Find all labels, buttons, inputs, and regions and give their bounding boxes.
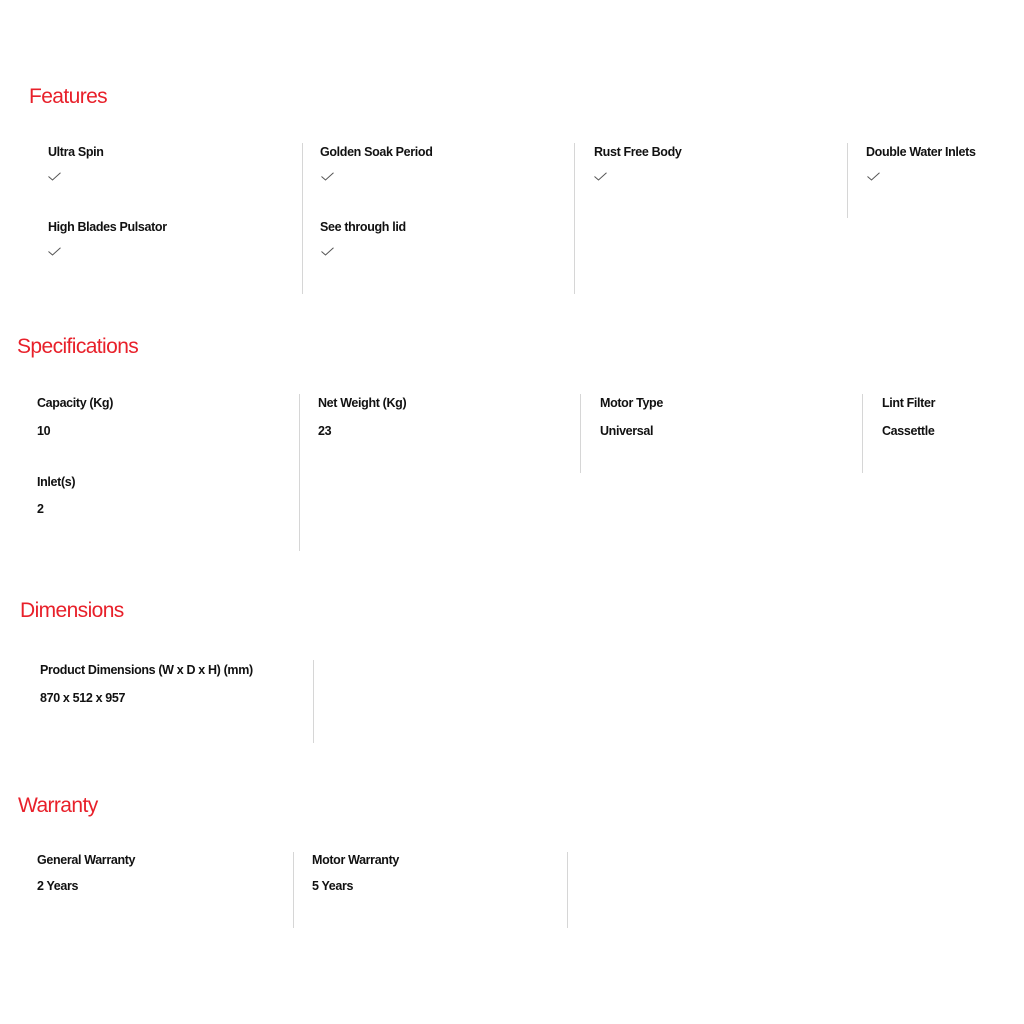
spec-label: Inlet(s)	[37, 475, 76, 489]
spec-value: 2	[37, 502, 44, 516]
spec-value: Universal	[600, 424, 654, 438]
feature-label: Rust Free Body	[594, 145, 682, 159]
feature-label: High Blades Pulsator	[48, 220, 167, 234]
column-divider	[302, 143, 303, 294]
column-divider	[299, 394, 300, 551]
features-heading: Features	[29, 85, 108, 108]
spec-label: Net Weight (Kg)	[318, 396, 407, 410]
column-divider	[847, 143, 848, 218]
check-icon	[867, 172, 880, 181]
spec-value: 23	[318, 424, 332, 438]
column-divider	[313, 660, 314, 743]
dimension-label: Product Dimensions (W x D x H) (mm)	[40, 663, 253, 677]
warranty-label: General Warranty	[37, 853, 136, 867]
feature-label: Ultra Spin	[48, 145, 104, 159]
check-icon	[321, 172, 334, 181]
column-divider	[580, 394, 581, 473]
check-icon	[48, 247, 61, 256]
feature-label: Golden Soak Period	[320, 145, 433, 159]
specifications-heading: Specifications	[17, 335, 139, 358]
column-divider	[574, 143, 575, 294]
spec-label: Capacity (Kg)	[37, 396, 114, 410]
dimensions-heading: Dimensions	[20, 599, 124, 622]
warranty-label: Motor Warranty	[312, 853, 400, 867]
feature-label: Double Water Inlets	[866, 145, 976, 159]
spec-value: Cassettle	[882, 424, 935, 438]
spec-value: 10	[37, 424, 51, 438]
check-icon	[48, 172, 61, 181]
column-divider	[293, 852, 294, 928]
dimension-value: 870 x 512 x 957	[40, 691, 126, 705]
warranty-heading: Warranty	[18, 794, 98, 817]
spec-label: Motor Type	[600, 396, 663, 410]
check-icon	[321, 247, 334, 256]
feature-label: See through lid	[320, 220, 406, 234]
warranty-value: 5 Years	[312, 879, 354, 893]
check-icon	[594, 172, 607, 181]
column-divider	[862, 394, 863, 473]
column-divider	[567, 852, 568, 928]
warranty-value: 2 Years	[37, 879, 79, 893]
spec-label: Lint Filter	[882, 396, 936, 410]
